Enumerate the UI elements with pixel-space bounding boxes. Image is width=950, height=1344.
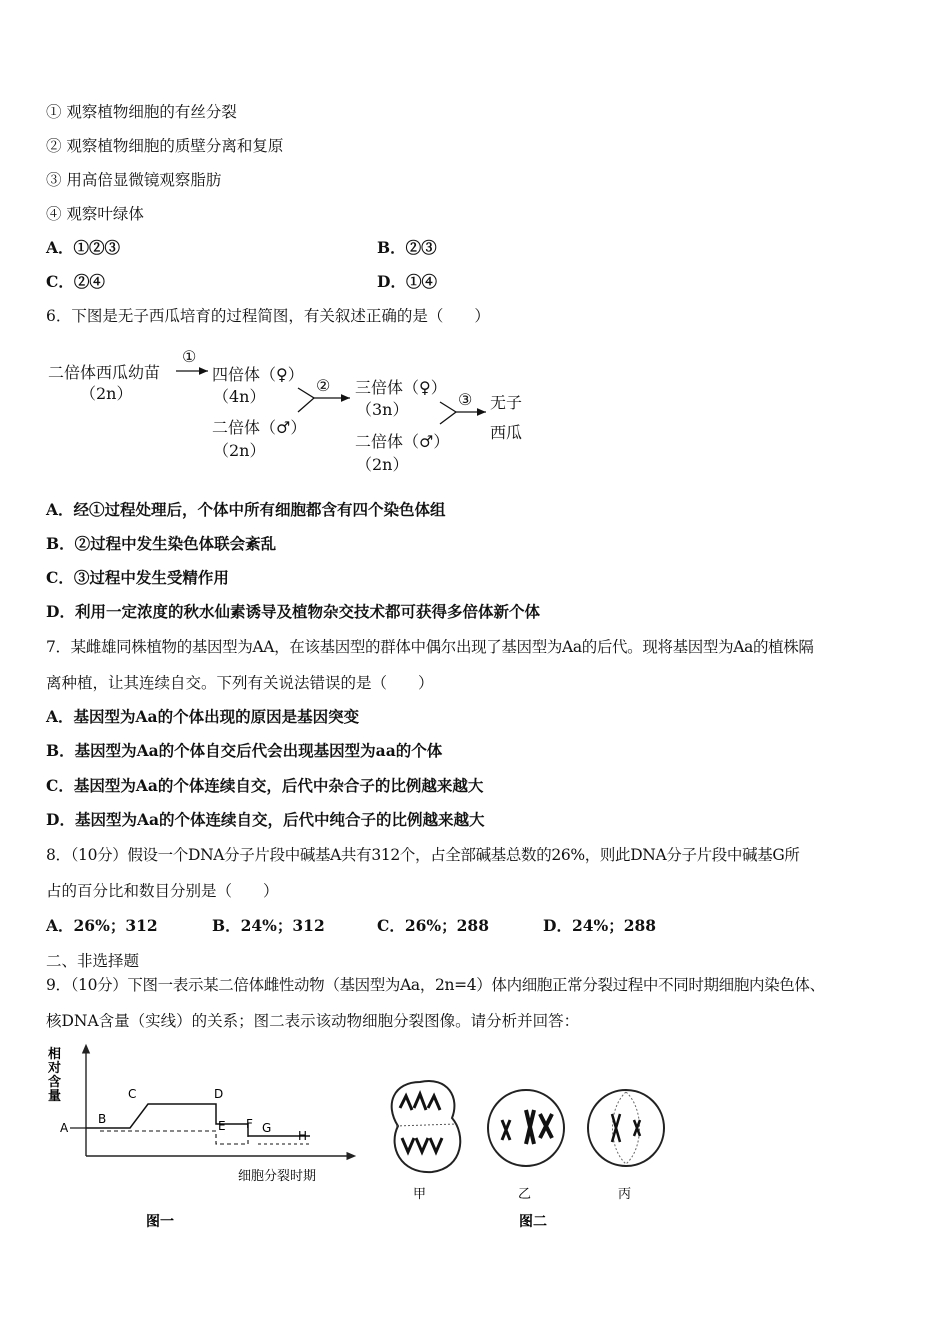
diploid-male-2-ploidy: （2n）	[356, 455, 409, 474]
q5-item-2: ② 观察植物细胞的质壁分离和复原	[46, 137, 284, 155]
q7-option-b: B．基因型为Aa的个体自交后代会出现基因型为aa的个体	[46, 741, 443, 760]
q6-option-b: B．②过程中发生染色体联会紊乱	[46, 534, 277, 553]
q6-stem: 6．下图是无子西瓜培育的过程简图，有关叙述正确的是（ ）	[46, 307, 490, 325]
q5-item-4: ④ 观察叶绿体	[46, 205, 144, 223]
tetraploid-ploidy: （4n）	[213, 387, 266, 406]
step2-label: ②	[316, 376, 331, 395]
q6-option-a: A．经①过程处理后，个体中所有细胞都含有四个染色体组	[46, 500, 446, 519]
cell-yi-label: 乙	[518, 1187, 532, 1202]
point-f: F	[246, 1117, 253, 1131]
figure1-graph	[40, 1040, 360, 1240]
figure2-caption: 图二	[519, 1214, 547, 1230]
triploid-label: 三倍体（♀）	[355, 378, 447, 397]
point-d: D	[214, 1087, 224, 1101]
y-axis-label-2: 对	[48, 1061, 62, 1076]
point-g: G	[262, 1121, 272, 1135]
point-b: B	[98, 1112, 107, 1126]
figure1-caption: 图一	[146, 1214, 174, 1230]
cell-yi	[488, 1090, 564, 1202]
cell-bing-label: 丙	[618, 1187, 632, 1202]
step3-label: ③	[458, 390, 473, 409]
x-axis-label: 细胞分裂时期	[238, 1169, 317, 1184]
cell-jia-label: 甲	[413, 1187, 427, 1202]
q5-item-1: ① 观察植物细胞的有丝分裂	[46, 103, 237, 121]
q7-stem-line1: 7．某雌雄同株植物的基因型为AA，在该基因型的群体中偶尔出现了基因型为Aa的后代。现将基因型为Aa的植株隔	[46, 638, 814, 656]
q8-option-a: A．26%；312	[46, 916, 158, 935]
merge-lines-step3	[440, 402, 456, 424]
cell-bing	[588, 1090, 664, 1202]
cell-jia	[392, 1081, 461, 1202]
point-e: E	[218, 1119, 226, 1133]
diploid-male-1-label: 二倍体（♂）	[212, 418, 307, 437]
q5-option-b: B．②③	[377, 238, 437, 257]
y-axis-label-3: 含	[48, 1075, 62, 1090]
diploid-male-1-ploidy: （2n）	[213, 441, 266, 460]
q7-option-c: C．基因型为Aa的个体连续自交，后代中杂合子的比例越来越大	[46, 776, 484, 795]
q7-option-d: D．基因型为Aa的个体连续自交，后代中纯合子的比例越来越大	[46, 810, 485, 829]
q8-stem-line2: 占的百分比和数目分别是（ ）	[46, 882, 279, 900]
result-label-2: 西瓜	[490, 423, 523, 442]
figure2-cells	[378, 1068, 668, 1268]
q5-item-3: ③ 用高倍显微镜观察脂肪	[46, 171, 222, 189]
q5-option-c: C．②④	[46, 272, 105, 291]
q5-option-a: A．①②③	[46, 238, 121, 257]
triploid-ploidy: （3n）	[356, 400, 409, 419]
q7-option-a: A．基因型为Aa的个体出现的原因是基因突变	[46, 707, 360, 726]
point-h: H	[298, 1129, 308, 1143]
q6-option-d: D．利用一定浓度的秋水仙素诱导及植物杂交技术都可获得多倍体新个体	[46, 602, 540, 621]
diploid-seedling-label: 二倍体西瓜幼苗	[48, 363, 161, 382]
q9-stem-line1: 9．（10分）下图一表示某二倍体雌性动物（基因型为Aa，2n=4）体内细胞正常分裂过程中不同时期细胞内染色体、	[46, 976, 825, 994]
diploid-seedling-ploidy: （2n）	[80, 384, 133, 403]
y-axis-label-4: 量	[48, 1089, 62, 1104]
point-c: C	[128, 1087, 137, 1101]
q6-option-c: C．③过程中发生受精作用	[46, 568, 229, 587]
section-heading: 二、非选择题	[46, 952, 140, 970]
q8-option-d: D．24%；288	[543, 916, 657, 935]
tetraploid-label: 四倍体（♀）	[212, 365, 304, 384]
diploid-male-2-label: 二倍体（♂）	[355, 432, 450, 451]
q8-option-c: C．26%；288	[377, 916, 489, 935]
chromosome-dashed-line	[100, 1131, 248, 1144]
q8-option-b: B．24%；312	[212, 916, 325, 935]
q7-stem-line2: 离种植，让其连续自交。下列有关说法错误的是（ ）	[46, 674, 434, 692]
merge-lines-step2	[298, 388, 314, 412]
q5-option-d: D．①④	[377, 272, 437, 291]
result-label-1: 无子	[490, 393, 523, 412]
y-axis-label-1: 相	[48, 1047, 62, 1062]
point-a: A	[60, 1121, 69, 1135]
q9-stem-line2: 核DNA含量（实线）的关系；图二表示该动物细胞分裂图像。请分析并回答：	[46, 1012, 580, 1030]
step1-label: ①	[182, 347, 197, 366]
q8-stem-line1: 8．（10分）假设一个DNA分子片段中碱基A共有312个，占全部碱基总数的26%，则此DNA分子片段中碱基G所	[46, 846, 800, 864]
